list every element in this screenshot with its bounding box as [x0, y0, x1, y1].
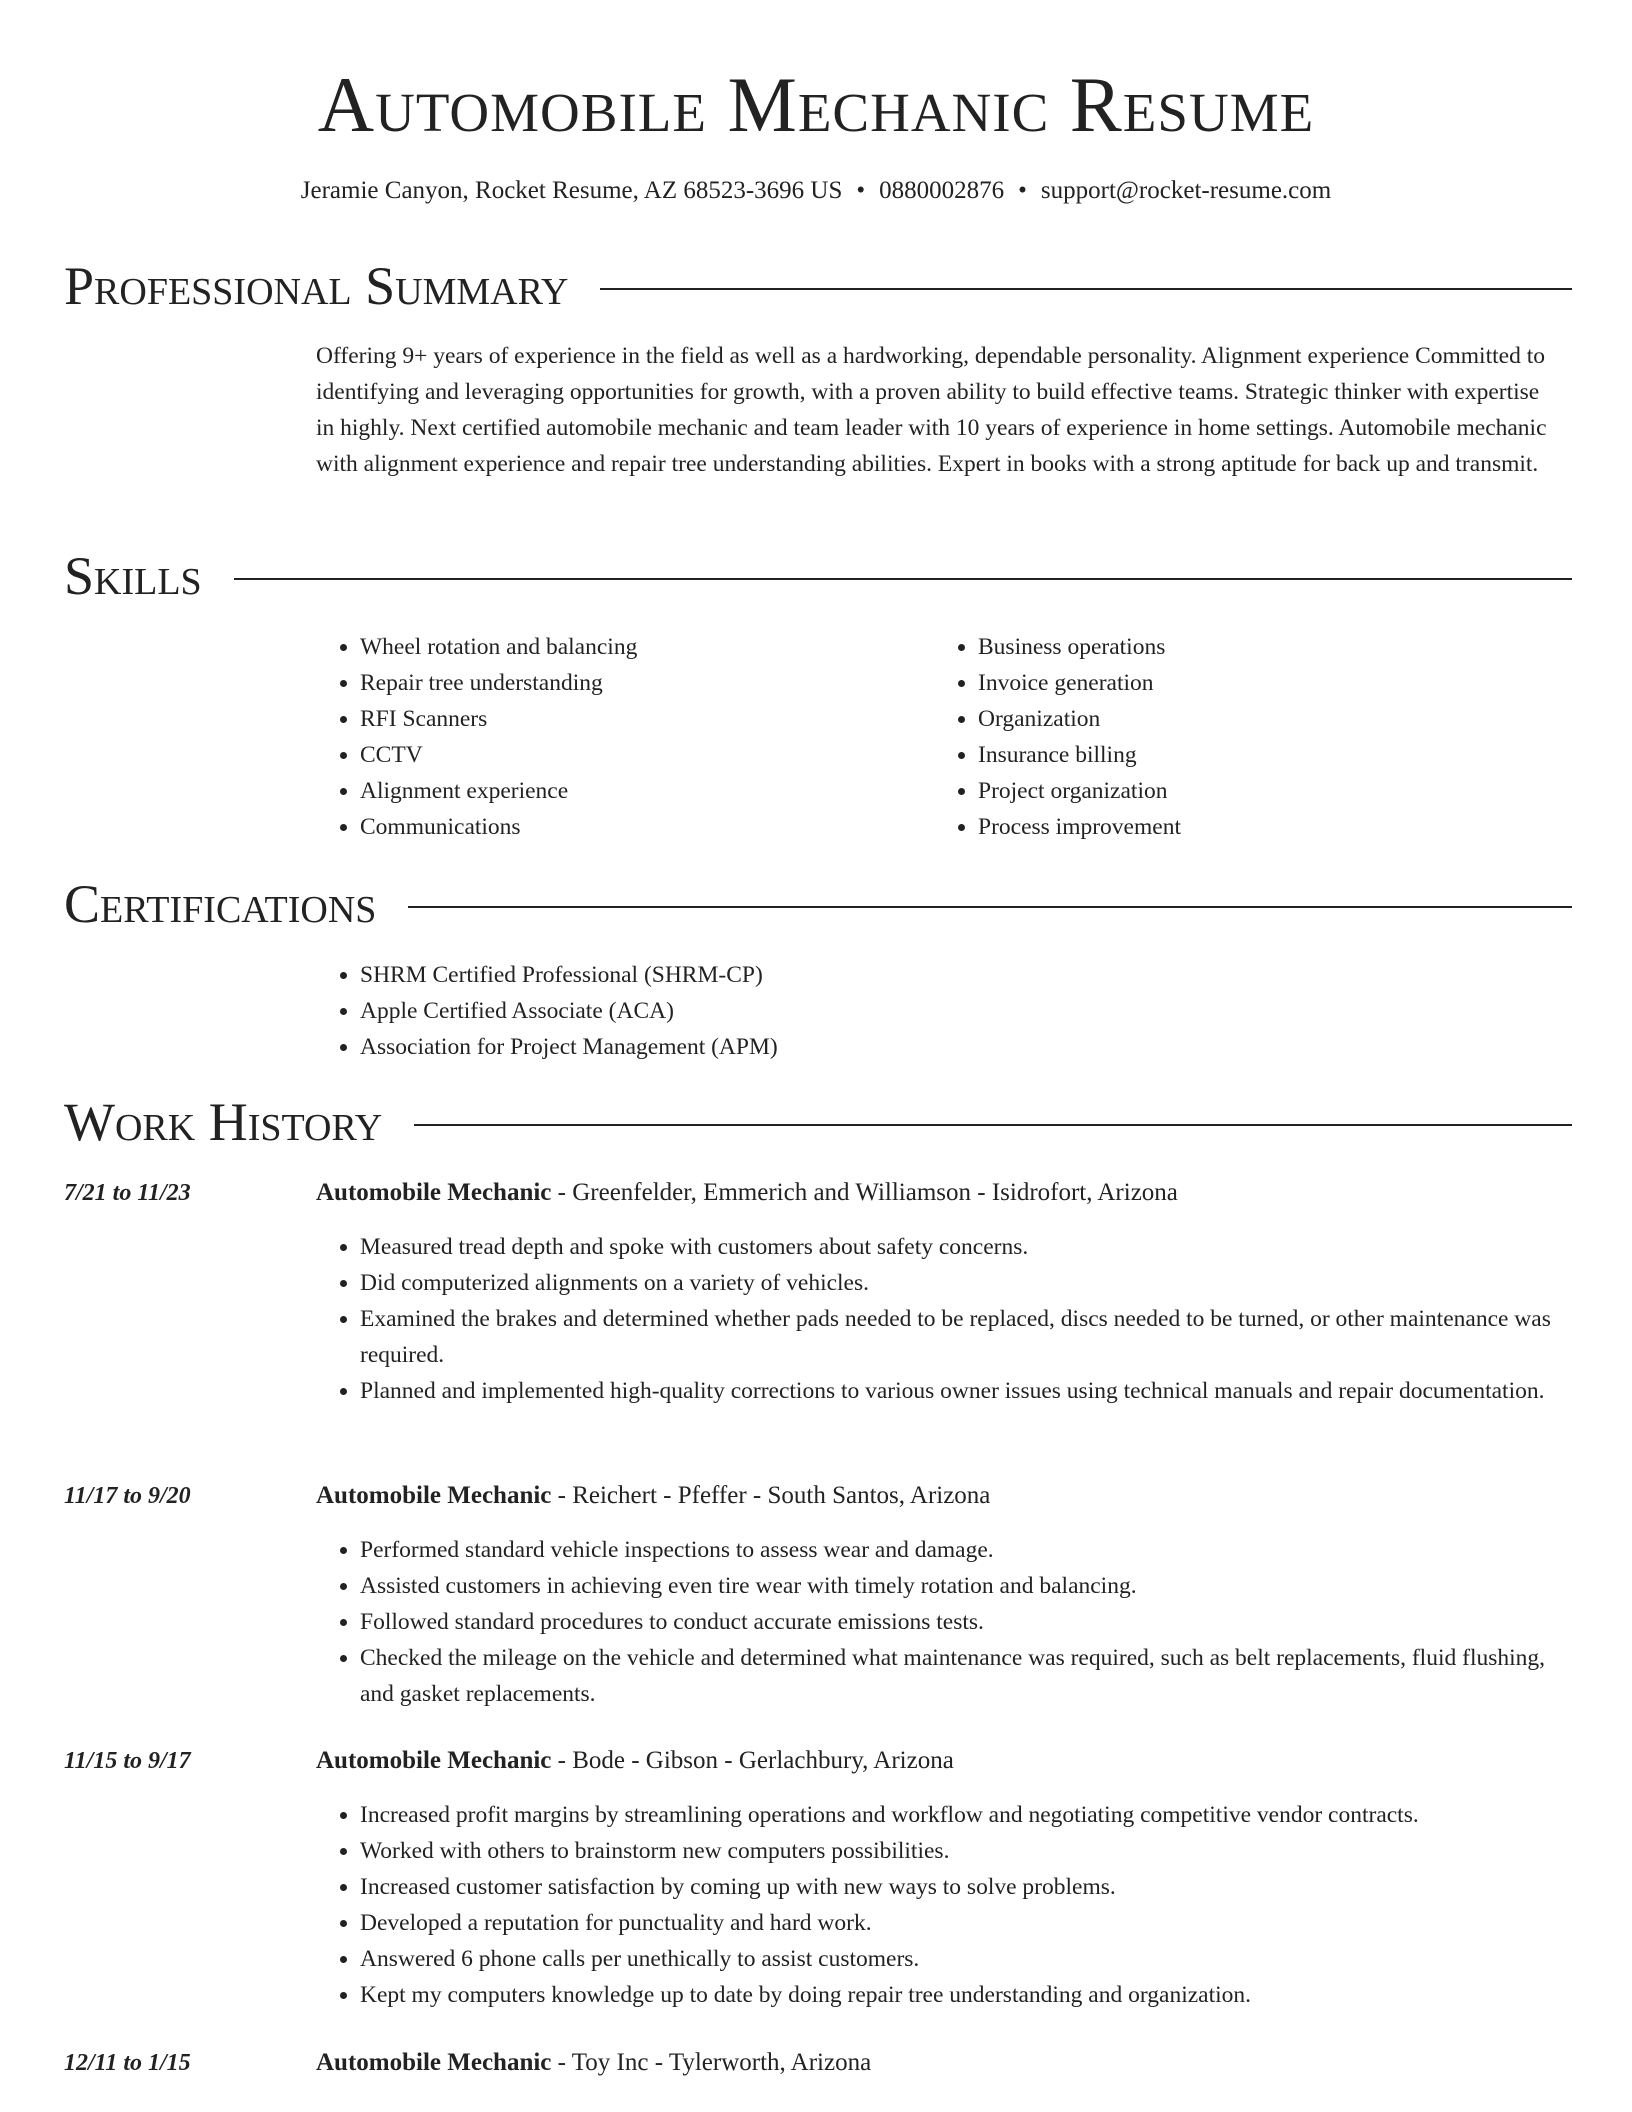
skill-item: • Project organization	[978, 773, 1514, 809]
job-header	[316, 2045, 871, 2081]
duty-item: • Kept my computers knowledge up to date by doing repair tree understanding and organization.	[360, 1977, 1552, 2013]
duty-item: • Did computerized alignments on a variety of vehicles.	[360, 1265, 1552, 1301]
skills-column-left	[316, 629, 896, 845]
job-title: Automobile Mechanic	[316, 1482, 552, 1509]
section-heading-skills	[64, 544, 1572, 608]
skill-item: • CCTV	[360, 737, 896, 773]
section-divider	[414, 1124, 1572, 1126]
job-title: Automobile Mechanic	[316, 1179, 552, 1206]
skill-item: • Business operations	[978, 629, 1514, 665]
skill-item: • Communications	[360, 809, 896, 845]
duty-item: • Answered 6 phone calls per unethically to assist customers.	[360, 1941, 1552, 1977]
job-employer: - Bode - Gibson - Gerlachbury, Arizona	[551, 1747, 954, 1774]
skills-column-right	[934, 629, 1514, 845]
job-duties	[316, 1532, 1552, 1712]
job-dates: 11/15 to 9/17	[64, 1748, 191, 1774]
job-title: Automobile Mechanic	[316, 2049, 552, 2076]
certification-item: • Association for Project Management (APM)	[360, 1029, 1552, 1065]
job-employer: - Greenfelder, Emmerich and Williamson - Isidrofort, Arizona	[551, 1179, 1178, 1206]
skill-item: • Alignment experience	[360, 773, 896, 809]
job-duties	[316, 1229, 1552, 1409]
contact-address: Jeramie Canyon, Rocket Resume, AZ 68523-3696 US	[300, 177, 843, 204]
section-heading-label: Skills	[64, 546, 202, 606]
duty-item: • Developed a reputation for punctuality and hard work.	[360, 1905, 1552, 1941]
section-heading-label: Professional Summary	[64, 256, 569, 316]
contact-separator: •	[856, 177, 866, 204]
resume-title: Automobile Mechanic Resume	[317, 61, 1315, 148]
job-header	[316, 1175, 1178, 1211]
job-header	[316, 1743, 954, 1779]
certification-item: • SHRM Certified Professional (SHRM-CP)	[360, 957, 1552, 993]
duty-item: • Followed standard procedures to conduct accurate emissions tests.	[360, 1604, 1552, 1640]
job-dates: 11/17 to 9/20	[64, 1483, 191, 1509]
duty-item: • Examined the brakes and determined whether pads needed to be replaced, discs needed to be turned, or other maintenance was required.	[360, 1301, 1552, 1373]
section-heading-work-history	[64, 1090, 1572, 1154]
duty-item: • Worked with others to brainstorm new computers possibilities.	[360, 1833, 1552, 1869]
contact-email: support@rocket-resume.com	[1040, 177, 1332, 204]
contact-phone: 0880002876	[879, 177, 1005, 204]
certifications-list	[316, 957, 1552, 1065]
skill-item: • Invoice generation	[978, 665, 1514, 701]
certification-item: • Apple Certified Associate (ACA)	[360, 993, 1552, 1029]
contact-line	[0, 173, 1632, 209]
skill-item: • Repair tree understanding	[360, 665, 896, 701]
duty-item: • Planned and implemented high-quality corrections to various owner issues using technical manuals and repair documentation.	[360, 1373, 1552, 1409]
skill-item: • Insurance billing	[978, 737, 1514, 773]
duty-item: • Increased profit margins by streamlining operations and workflow and negotiating competitive vendor contracts.	[360, 1797, 1552, 1833]
skill-item: • Process improvement	[978, 809, 1514, 845]
section-divider	[234, 578, 1572, 580]
job-dates: 7/21 to 11/23	[64, 1180, 191, 1206]
summary-text: Offering 9+ years of experience in the field as well as a hardworking, dependable personality. Alignment experience Committed to identifying and leveraging opportunities for growth, with a proven ability to build effective teams. Strategic thinker with expertise in highly. Next certified automobile mechanic and team leader with 10 years of experience in home settings. Automobile mechanic with alignment experience and repair tree understanding abilities. Expert in books with a strong aptitude for back up and transmit.	[316, 343, 1547, 477]
contact-separator: •	[1018, 177, 1027, 204]
duty-item: • Performed standard vehicle inspections to assess wear and damage.	[360, 1532, 1552, 1568]
section-heading-summary	[64, 254, 1572, 318]
duty-item: • Increased customer satisfaction by coming up with new ways to solve problems.	[360, 1869, 1552, 1905]
section-heading-label: Work History	[64, 1092, 383, 1152]
section-divider	[600, 288, 1572, 290]
job-dates: 12/11 to 1/15	[64, 2050, 191, 2076]
section-heading-label: Certifications	[64, 874, 377, 934]
job-duties	[316, 1797, 1552, 2013]
job-employer: - Toy Inc - Tylerworth, Arizona	[551, 2049, 872, 2076]
job-employer: - Reichert - Pfeffer - South Santos, Arizona	[551, 1482, 991, 1509]
skill-item: • RFI Scanners	[360, 701, 896, 737]
skill-item: • Wheel rotation and balancing	[360, 629, 896, 665]
duty-item: • Measured tread depth and spoke with customers about safety concerns.	[360, 1229, 1552, 1265]
job-header	[316, 1478, 990, 1514]
skill-item: • Organization	[978, 701, 1514, 737]
job-title: Automobile Mechanic	[316, 1747, 552, 1774]
section-divider	[408, 906, 1572, 908]
duty-item: • Assisted customers in achieving even tire wear with timely rotation and balancing.	[360, 1568, 1552, 1604]
section-heading-certifications	[64, 872, 1572, 936]
duty-item: • Checked the mileage on the vehicle and determined what maintenance was required, such as belt replacements, fluid flushing, and gasket replacements.	[360, 1640, 1552, 1712]
